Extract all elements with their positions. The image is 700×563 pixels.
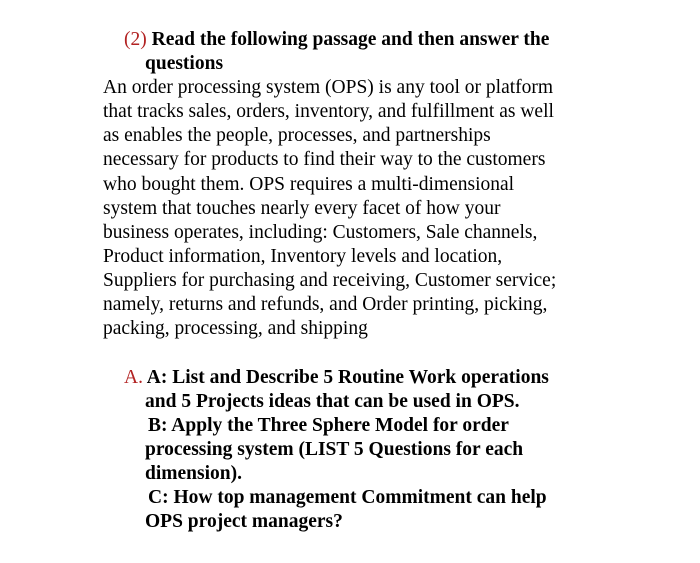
passage-line: as enables the people, processes, and partnerships: [103, 125, 491, 146]
passage-line: namely, returns and refunds, and Order printing, picking,: [103, 294, 548, 315]
task-part-b: B: Apply the Three Sphere Model for order: [148, 415, 509, 436]
question-heading-text: Read the following passage and then answer the: [151, 29, 550, 50]
question-heading-line-1: [124, 28, 549, 52]
task-marker: A.: [124, 367, 143, 388]
task-line: dimension).: [145, 463, 242, 484]
task-line: and 5 Projects ideas that can be used in OPS.: [145, 391, 520, 412]
passage-line: An order processing system (OPS) is any tool or platform: [103, 77, 554, 98]
question-number: (2): [124, 29, 147, 50]
task-part-a: A: List and Describe 5 Routine Work operations: [146, 367, 549, 388]
passage-line: system that touches nearly every facet of how your: [103, 198, 501, 219]
passage-line: packing, processing, and shipping: [103, 318, 368, 339]
passage-line: necessary for products to find their way to the customers: [103, 149, 546, 170]
question-heading-line-2: questions: [145, 53, 224, 74]
task-line-1: [124, 366, 549, 390]
task-part-c: C: How top management Commitment can help: [148, 487, 547, 508]
passage-line: who bought them. OPS requires a multi-dimensional: [103, 174, 515, 195]
passage-line: Product information, Inventory levels and location,: [103, 246, 503, 267]
passage-line: business operates, including: Customers, Sale channels,: [103, 222, 538, 243]
passage-line: that tracks sales, orders, inventory, and fulfillment as well: [103, 101, 554, 122]
task-line: OPS project managers?: [145, 511, 343, 532]
task-line: processing system (LIST 5 Questions for each: [145, 439, 524, 460]
passage-line: Suppliers for purchasing and receiving, Customer service;: [103, 270, 557, 291]
